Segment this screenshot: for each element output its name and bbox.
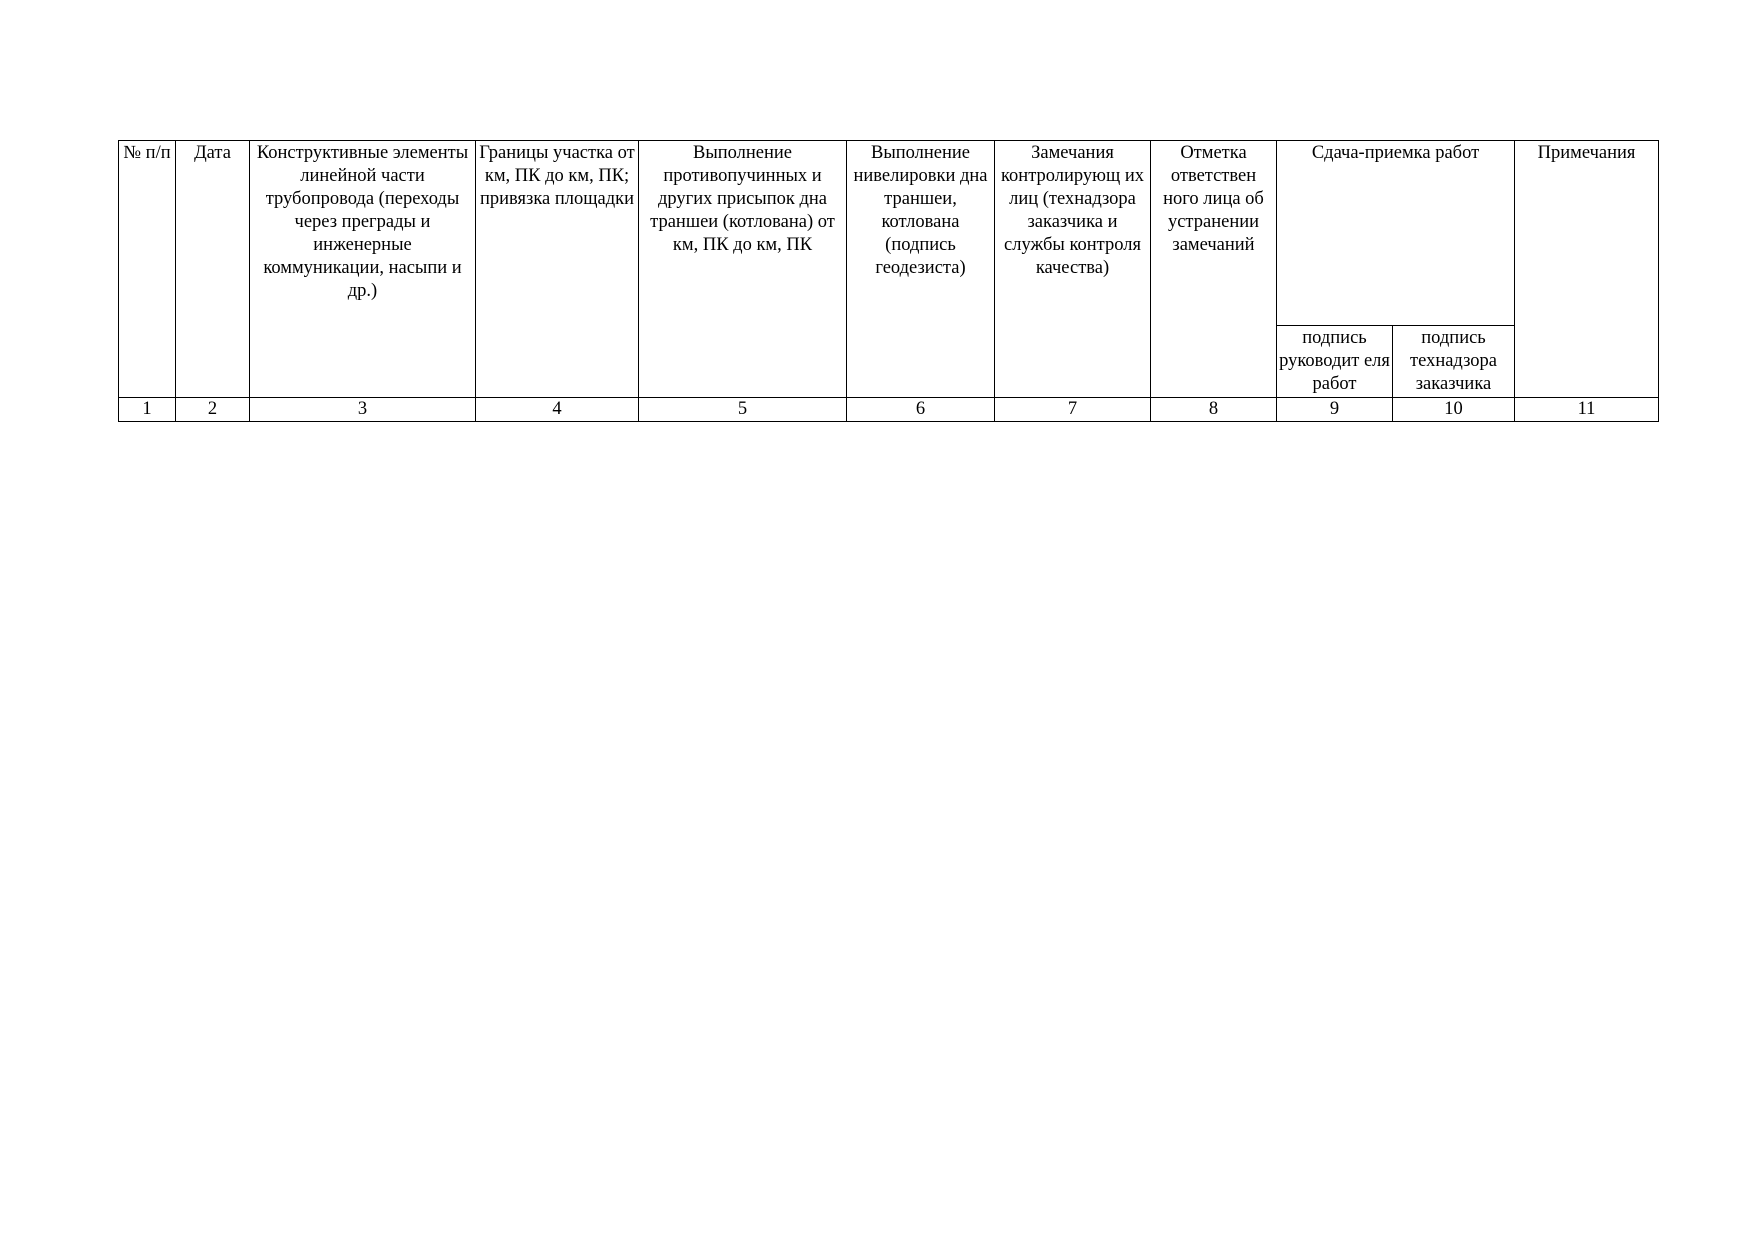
- column-number-cell: 9: [1277, 398, 1393, 422]
- column-number-cell: 11: [1515, 398, 1659, 422]
- header-date: Дата: [176, 141, 250, 398]
- column-number-cell: 1: [119, 398, 176, 422]
- header-manager-signature: подпись руководит еля работ: [1277, 326, 1393, 398]
- column-number-cell: 5: [639, 398, 847, 422]
- header-inspector-remarks: Замечания контролирующ их лиц (технадзора заказчика и службы контроля качества): [995, 141, 1151, 398]
- column-number-cell: 7: [995, 398, 1151, 422]
- header-notes: Примечания: [1515, 141, 1659, 398]
- header-backfill-execution: Выполнение противопучинных и других присыпок дна траншеи (котлована) от км, ПК до км, ПК: [639, 141, 847, 398]
- column-number-cell: 10: [1393, 398, 1515, 422]
- column-number-cell: 6: [847, 398, 995, 422]
- header-handover-group: Сдача-приемка работ: [1277, 141, 1515, 326]
- column-number-cell: 8: [1151, 398, 1277, 422]
- table-header-row: [119, 141, 1659, 326]
- header-leveling-execution: Выполнение нивелировки дна траншеи, котлована (подпись геодезиста): [847, 141, 995, 398]
- header-structural-elements: Конструктивные элементы линейной части трубопровода (переходы через преграды и инженерные коммуникации, насыпи и др.): [250, 141, 476, 398]
- header-number: № п/п: [119, 141, 176, 398]
- header-supervisor-signature: подпись технадзора заказчика: [1393, 326, 1515, 398]
- header-section-boundaries: Границы участка от км, ПК до км, ПК; привязка площадки: [476, 141, 639, 398]
- column-number-row: [119, 398, 1659, 422]
- column-number-cell: 3: [250, 398, 476, 422]
- work-journal-table: [118, 140, 1659, 422]
- column-number-cell: 2: [176, 398, 250, 422]
- header-remarks-resolution: Отметка ответствен ного лица об устранении замечаний: [1151, 141, 1277, 398]
- column-number-cell: 4: [476, 398, 639, 422]
